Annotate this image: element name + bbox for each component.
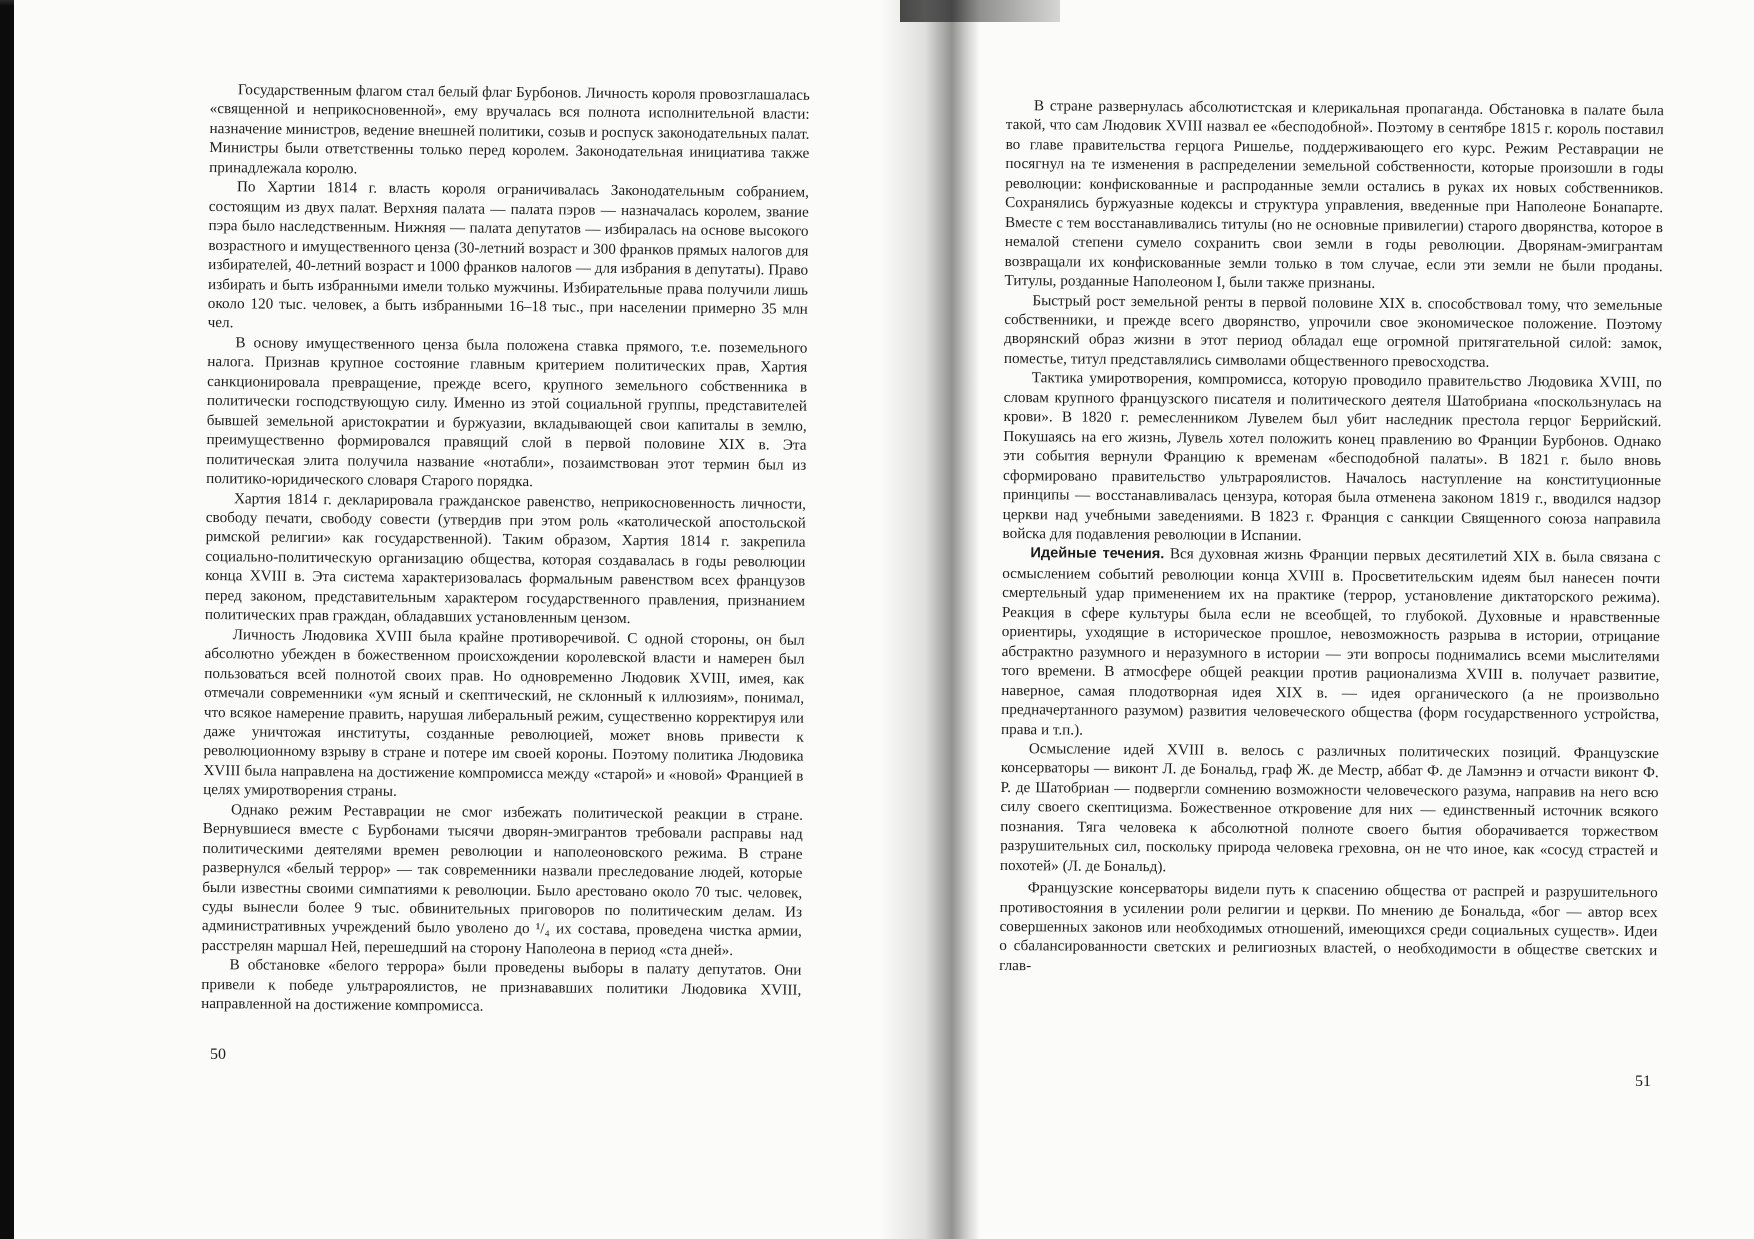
paragraph: Осмысление идей XVIII в. велось с различных политических позиций. Французские консерваторы — виконт Л. де Бональд, граф Ж. де Местр, аббат Ф. де Ламэннэ и отчасти виконт Ф. Р. де Шатобриан — подвергли сомнению возможности человеческого разума, направив на него всю силу своего скептицизма. Божественное откровение для них — единственный источник всякого познания. Тяга человека к абсолютной полноте своего бытия оборачивается торжеством разрушительных сил, поскольку природа человека греховна, он не что иное, как «сосуд страстей и похотей» (Л. де Бональд). bbox=[999, 740, 1659, 875]
paragraph: В основу имущественного ценза была положена ставка прямого, т.е. поземельного налога. Признав крупное состояние главным критерием политических прав, Хартия санкционировала превращение, прежде всего, крупного земельного собственника в политически господствующую силу. Именно из этой социальной группы, представителей бывшей земельной аристократии и буржуазии, вкладывающей свои капиталы в землю, преимущественно формировался правящий слой в первой половине XIX в. Эта политическая элита получила название «нотабли», позаимствован этот термин был из политико-юридического словаря Старого порядка. bbox=[206, 334, 808, 491]
page-number: 50 bbox=[210, 1046, 226, 1063]
paragraph: По Хартии 1814 г. власть короля ограничивалась Законодательным собранием, состоящим из двух палат. Верхняя палата — палата пэров — назначалась королем, звание пэра было наследственным. Нижняя — палата депутатов — избиралась на основе высокого возрастного и имущественного ценза (30-летний возраст и 300 франков прямых налогов для избирателей, 40-летний возраст и 1000 франков налогов — для избрания в депутаты). Право избирать и быть избранными имели только мужчины. Избирательные права получили лишь около 120 тыс. человек, а быть избранными 16–18 тыс., при населении примерно 35 млн чел. bbox=[207, 178, 810, 332]
right-page-text bbox=[999, 96, 1664, 981]
book-gutter-shadow bbox=[880, 0, 980, 1239]
left-page bbox=[14, 0, 894, 1239]
paragraph: Хартия 1814 г. декларировала гражданское равенство, неприкосновенность личности, свободу печати, свободу совести (утвердив при этом роль «католической апостольской римской религии» как государственной). Таким образом, Хартия 1814 г. закрепила социально-политическую организацию общества, которая создавалась в годы революции конца XVIII в. Эта система характеризовалась формальным равенством всех французов перед законом, представительным характером государственного правления, признанием политических прав граждан, обладавших установленным цензом. bbox=[204, 489, 807, 628]
section-heading-text: Вся духовная жизнь Франции первых десятилетий XIX в. была связана с осмыслением событий революции конца XVIII в. Просветительским идеям был нанесен почти смертельный удар применением их на практике (террор, установление диктаторского режима). Реакция в сфере культуры была если не всеобщей, то глубокой. Духовные и нравственные ориентиры, уходящие в историческое прошлое, невозможность разрыва в истории, отрицание абстрактно разумного и неразумного в истории — эти вопросы поднимались всеми мыслителями того времени. В атмосфере общей реакции против рационализма XVIII в. получает развитие, наверное, самая плодотворная идея XIX в. — идея органического (а не произвольно предначертанного разумом) развития человеческого общества (форм государственного устройства, права и т.п.). bbox=[1000, 545, 1661, 739]
left-page-text bbox=[201, 80, 810, 1019]
paragraph: Французские консерваторы видели путь к спасению общества от распрей и разрушительного противостояния в усилении роли религии и церкви. По мнению де Бональда, «бог — автор всех совершенных законов или необходимых отношений, имеющихся среди социальных существ». Идеи о сбалансированности светских и религиозных властей, о необходимости в обществе светских и глав- bbox=[999, 879, 1658, 975]
section-heading: Идейные течения. bbox=[1030, 545, 1165, 563]
paragraph: В обстановке «белого террора» были проведены выборы в палату депутатов. Они привели к победе ультрароялистов, не признававших политики Людовика XVIII, направленной на достижение компромисса. bbox=[201, 956, 802, 1015]
page-number: 51 bbox=[1635, 1073, 1651, 1090]
paragraph: Личность Людовика XVIII была крайне противоречивой. С одной стороны, он был абсолютно убежден в божественном происхождении королевской власти и намерен был пользоваться всей полнотой своих прав. Но одновременно Людовик XVIII, имея, как отмечали современники «ум ясный и скептический, не склонный к иллюзиям», понимал, что всякое намерение править, нарушая либеральный режим, существенно корректируя или даже уничтожая институты, созданные революцией, может вновь привести к революционному взрыву в стране и потере им своей короны. Поэтому политика Людовика XVIII была направлена на достижение компромисса между «старой» и «новой» Францией в целях умиротворения страны. bbox=[203, 625, 805, 801]
section-paragraph bbox=[1001, 543, 1661, 744]
paragraph: Быстрый рост земельной ренты в первой половине XIX в. способствовал тому, что земельные собственники, и прежде всего дворянство, упрочили свое экономическое положение. Поэтому дворянский образ жизни в этот период обладал еще огромной притягательной силой: замок, поместье, титул представлялись символами общественного превосходства. bbox=[1003, 291, 1663, 371]
right-page bbox=[894, 0, 1754, 1239]
paragraph: Государственным флагом стал белый флаг Бурбонов. Личность короля провозглашалась «священной и неприкосновенной», ему вручалась вся полнота исполнительной власти: назначение министров, ведение внешней политики, созыв и роспуск законодательных палат. Министры были ответственны только перед королем. Законодательная инициатива также принадлежала королю. bbox=[209, 81, 810, 178]
paragraph: Однако режим Реставрации не смог избежать политической реакции в стране. Вернувшиеся вместе с Бурбонами тысячи дворян-эмигрантов требовали расправы над политическими деятелями времен революции и наполеоновского режима. В стране развернулся «белый террор» — так современники назвали преследование людей, которые были известны своими симпатиями к революции. Было арестовано около 70 тыс. человек, суды вынесли более 9 тыс. обвинительных приговоров по политическим делам. Из административных учреждений было уволено до ¹/₄ их состава, проведена чистка армии, расстрелян маршал Ней, перешедший на сторону Наполеона в период «ста дней». bbox=[201, 801, 804, 959]
paragraph: Тактика умиротворения, компромисса, которую проводило правительство Людовика XVIII, по словам крупного французского писателя и политического деятеля Шатобриана «поскользнулась на крови». В 1820 г. ремесленником Лувелем был убит наследник престола герцог Беррийский. Покушаясь на его жизнь, Лувель хотел положить конец правлению во Франции Бурбонов. Однако эти события вернули Францию к временам «бесподобной палаты». В 1821 г. было вновь сформировано правительство ультрароялистов. Началось наступление на конституционные принципы — восстанавливалась цензура, которая была отменена законом 1819 г., вводился надзор церкви над учебными заведениями. В 1823 г. Франция с санкции Священного союза направила войска для подавления революции в Испании. bbox=[1002, 369, 1662, 545]
scan-border-left bbox=[0, 0, 14, 1239]
gutter-top-shadow bbox=[900, 0, 1060, 22]
paragraph: В стране развернулась абсолютистская и клерикальная пропаганда. Обстановка в палате была такой, что сам Людовик XVIII назвал ее «бесподобной». Поэтому в сентябре 1815 г. король поставил во главе правительства герцога Ришелье, поддерживающего его курс. Режим Реставрации не посягнул на те изменения в распределении земельной собственности, которые произошли в годы революции: конфискованные и распроданные земли остались в руках их новых собственников. Сохранялись буржуазные кодексы и структура управления, введенные при Наполеоне Бонапарте. Вместе с тем восстанавливались титулы (но не основные привилегии) старого дворянства, которое в немалой степени сумело сохранить свои земли в годы революции. Дворянам-эмигрантам возвращали их конфискованные земли только в том случае, если эти земли не были проданы. Титулы, розданные Наполеоном I, были также признаны. bbox=[1004, 97, 1664, 292]
